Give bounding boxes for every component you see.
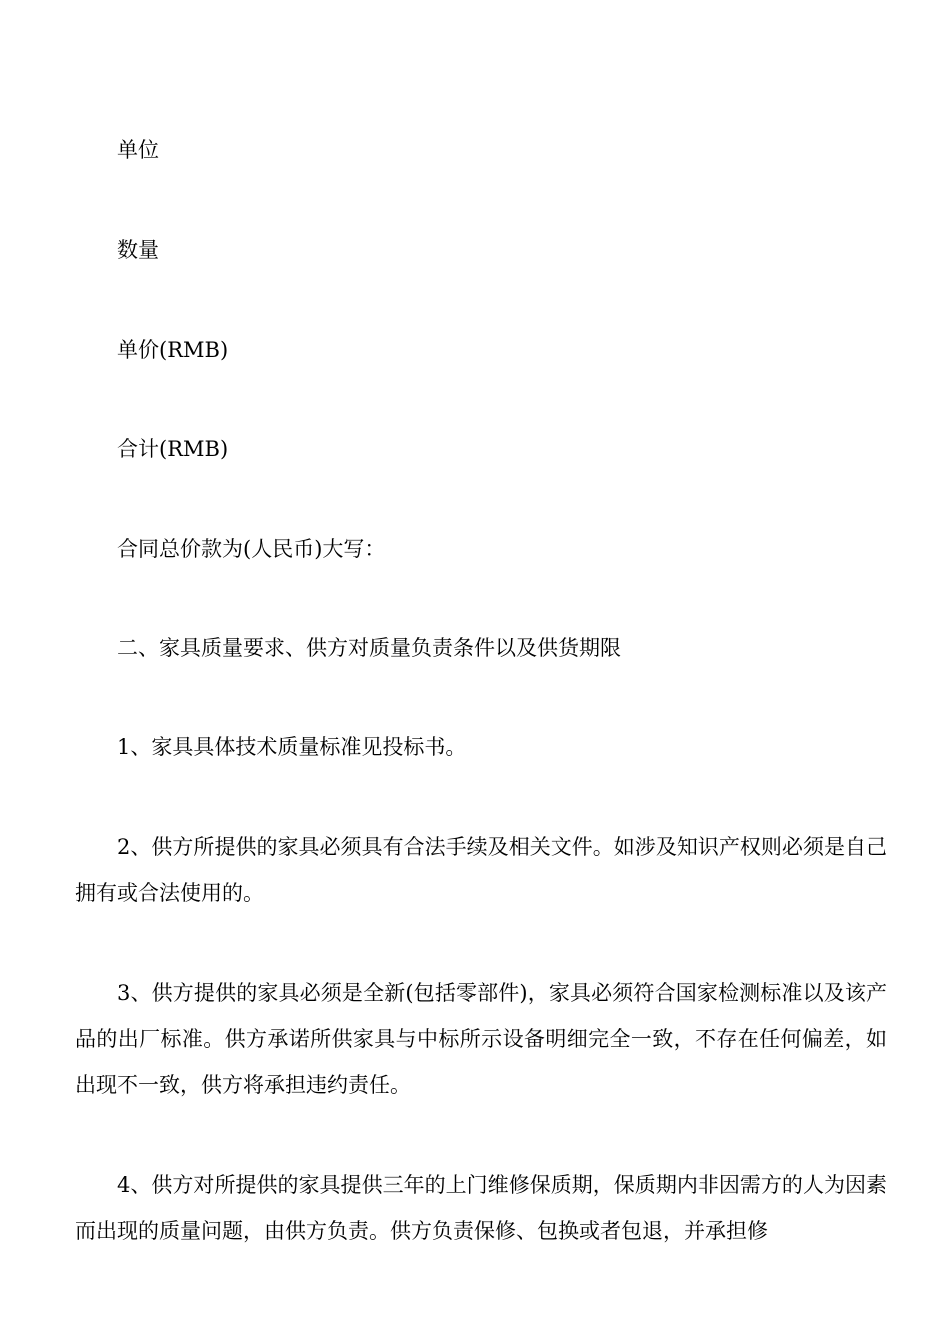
section-heading-quality: 二、家具质量要求、供方对质量负责条件以及供货期限 bbox=[117, 636, 621, 660]
field-unit: 单位 bbox=[117, 138, 159, 162]
clause-2: 2、供方所提供的家具必须具有合法手续及相关文件。如涉及知识产权则必须是自己拥有或合法使用的。 bbox=[75, 835, 887, 905]
field-unit-price: 单价(RMB) bbox=[117, 338, 229, 362]
document-page bbox=[75, 0, 887, 1344]
clause-1: 1、家具具体技术质量标准见投标书。 bbox=[117, 735, 467, 759]
field-total-price: 合同总价款为(人民币)大写： bbox=[117, 537, 386, 561]
clause-4: 4、供方对所提供的家具提供三年的上门维修保质期，保质期内非因需方的人为因素而出现的质量问题，由供方负责。供方负责保修、包换或者包退，并承担修 bbox=[75, 1173, 887, 1243]
field-subtotal: 合计(RMB) bbox=[117, 437, 229, 461]
clause-3: 3、供方提供的家具必须是全新(包括零部件)，家具必须符合国家检测标准以及该产品的出厂标准。供方承诺所供家具与中标所示设备明细完全一致，不存在任何偏差，如出现不一致，供方将承担违约责任。 bbox=[75, 981, 887, 1097]
field-quantity: 数量 bbox=[117, 238, 159, 262]
